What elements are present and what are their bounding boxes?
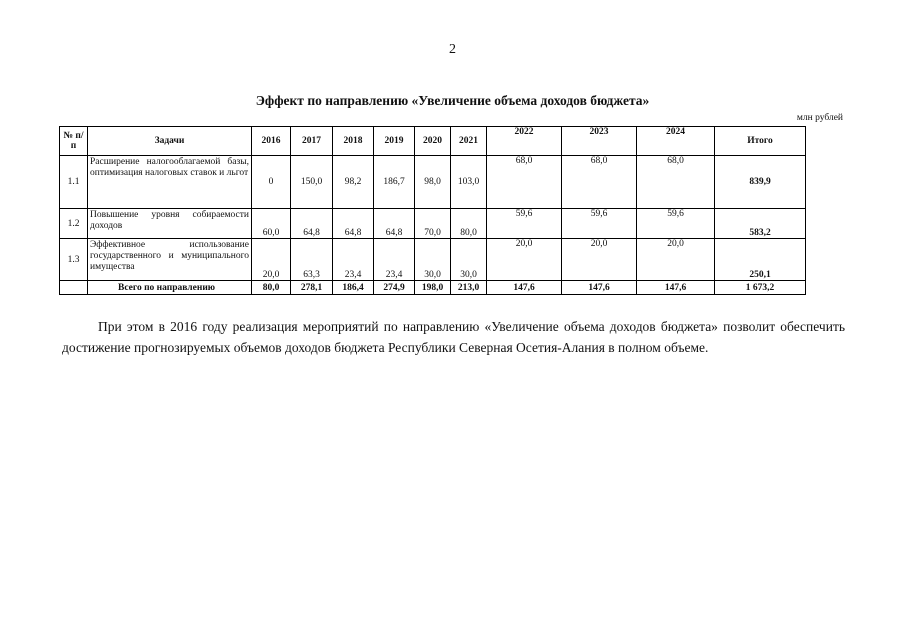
total-2023: 147,6 (562, 281, 637, 295)
header-2024: 2024 (637, 127, 715, 156)
header-2022: 2022 (487, 127, 562, 156)
total-2020: 198,0 (415, 281, 451, 295)
row-task: Повышение уровня собираемости доходов (88, 209, 252, 239)
row-task: Эффективное использование государственного и муниципального имущества (88, 239, 252, 281)
value-2024: 68,0 (637, 156, 715, 209)
value-total: 250,1 (715, 239, 806, 281)
table-title: Эффект по направлению «Увеличение объема доходов бюджета» (255, 93, 650, 108)
row-task: Расширение налогооблагаемой базы, оптимизация налоговых ставок и льгот (88, 156, 252, 209)
header-tasks: Задачи (88, 127, 252, 156)
budget-effect-table (59, 126, 806, 295)
total-num-empty (60, 281, 88, 295)
value-2017: 150,0 (291, 156, 333, 209)
body-paragraph: При этом в 2016 году реализация мероприятий по направлению «Увеличение объема доходов бюджета» позволит обеспечить достижение прогнозируемых объемов доходов бюджета Республики Северная Осетия-Алания в полном объеме. (62, 319, 845, 355)
total-2021: 213,0 (451, 281, 487, 295)
total-2022: 147,6 (487, 281, 562, 295)
value-2020: 98,0 (415, 156, 451, 209)
value-2020: 30,0 (415, 239, 451, 281)
header-2016: 2016 (252, 127, 291, 156)
value-2023: 68,0 (562, 156, 637, 209)
value-2018: 23,4 (333, 239, 374, 281)
header-2023: 2023 (562, 127, 637, 156)
header-2020: 2020 (415, 127, 451, 156)
value-2022: 20,0 (487, 239, 562, 281)
value-2018: 64,8 (333, 209, 374, 239)
row-num: 1.3 (60, 239, 88, 281)
table-row (60, 239, 806, 281)
value-2021: 80,0 (451, 209, 487, 239)
value-2017: 63,3 (291, 239, 333, 281)
total-sum: 1 673,2 (715, 281, 806, 295)
value-2016: 60,0 (252, 209, 291, 239)
total-2016: 80,0 (252, 281, 291, 295)
header-2019: 2019 (374, 127, 415, 156)
value-2023: 20,0 (562, 239, 637, 281)
table-header-row (60, 127, 806, 156)
header-2018: 2018 (333, 127, 374, 156)
value-2022: 59,6 (487, 209, 562, 239)
table-row (60, 209, 806, 239)
table-total-row (60, 281, 806, 295)
value-2020: 70,0 (415, 209, 451, 239)
header-2021: 2021 (451, 127, 487, 156)
value-2018: 98,2 (333, 156, 374, 209)
value-2023: 59,6 (562, 209, 637, 239)
value-total: 839,9 (715, 156, 806, 209)
total-2024: 147,6 (637, 281, 715, 295)
header-2017: 2017 (291, 127, 333, 156)
value-2021: 103,0 (451, 156, 487, 209)
value-2024: 59,6 (637, 209, 715, 239)
value-2022: 68,0 (487, 156, 562, 209)
value-2019: 186,7 (374, 156, 415, 209)
total-2018: 186,4 (333, 281, 374, 295)
value-2016: 20,0 (252, 239, 291, 281)
value-total: 583,2 (715, 209, 806, 239)
header-num: № п/п (60, 127, 88, 156)
value-2017: 64,8 (291, 209, 333, 239)
row-num: 1.2 (60, 209, 88, 239)
table-row (60, 156, 806, 209)
header-total: Итого (715, 127, 806, 156)
value-2019: 64,8 (374, 209, 415, 239)
row-num: 1.1 (60, 156, 88, 209)
value-2024: 20,0 (637, 239, 715, 281)
total-label: Всего по направлению (88, 281, 252, 295)
total-2017: 278,1 (291, 281, 333, 295)
page-number: 2 (449, 42, 456, 57)
value-2019: 23,4 (374, 239, 415, 281)
value-2016: 0 (252, 156, 291, 209)
units-label: млн рублей (796, 113, 843, 123)
total-2019: 274,9 (374, 281, 415, 295)
value-2021: 30,0 (451, 239, 487, 281)
